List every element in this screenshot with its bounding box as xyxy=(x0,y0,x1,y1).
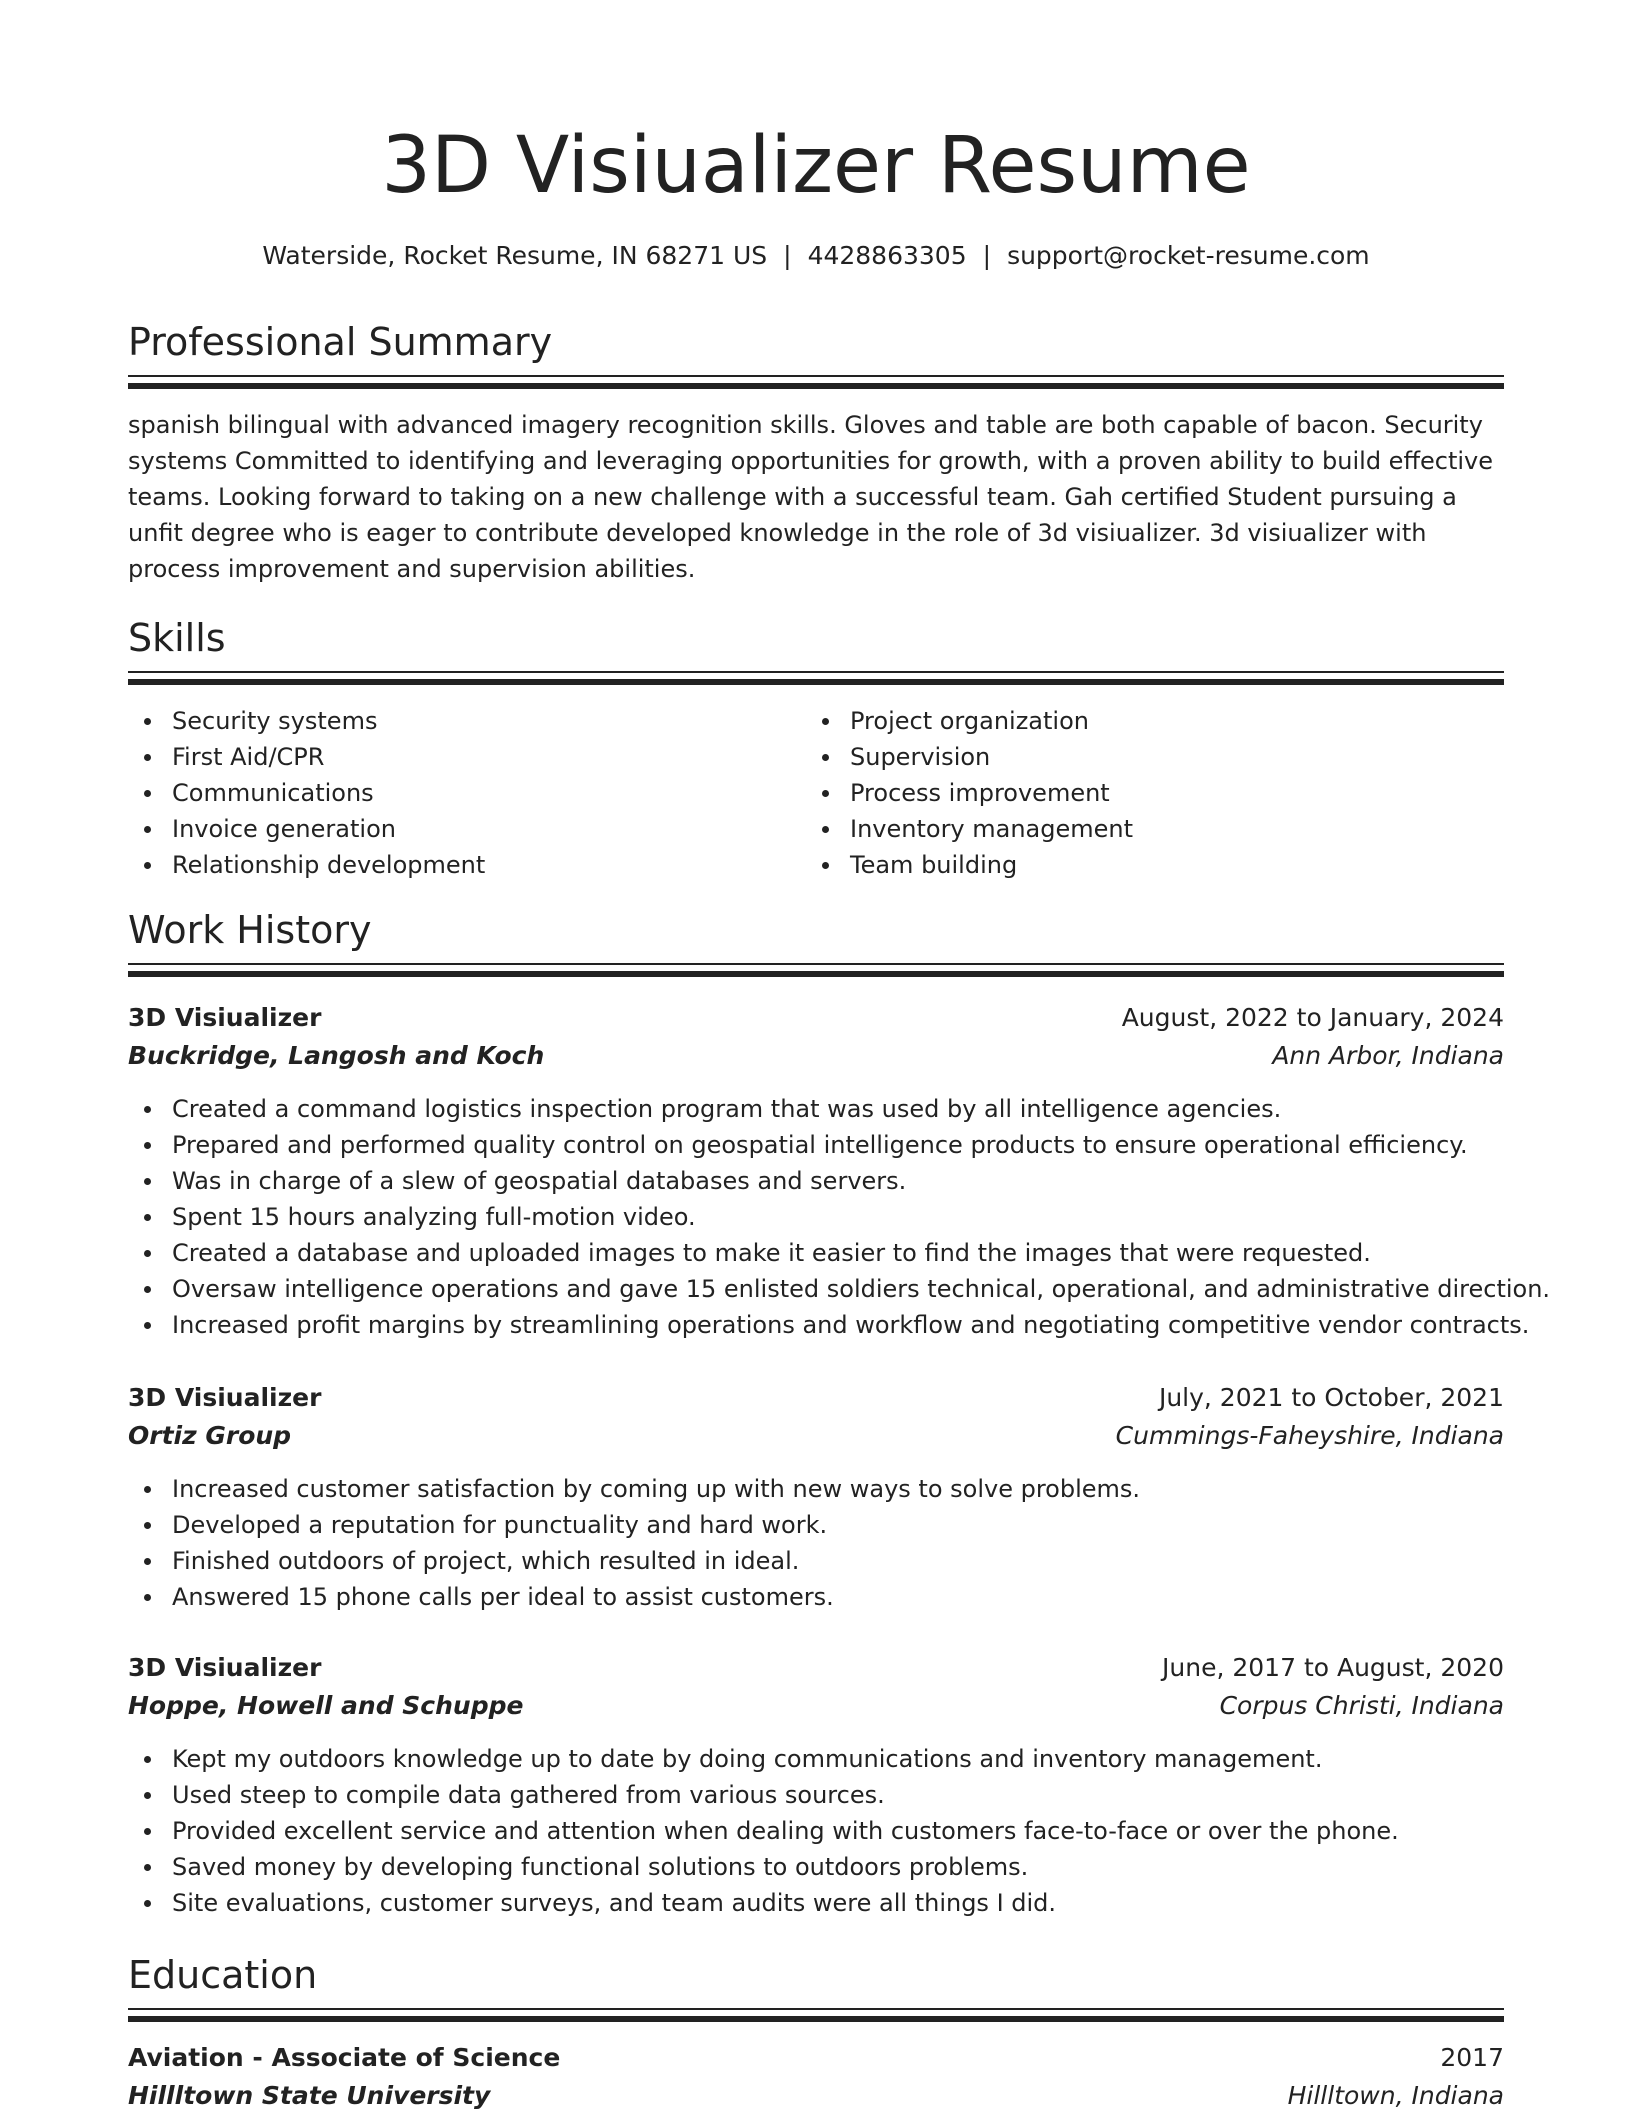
job-header-row xyxy=(128,1649,1504,1687)
job-bullet: Answered 15 phone calls per ideal to assist customers. xyxy=(128,1579,1504,1615)
job-company-row xyxy=(128,1417,1504,1455)
job-bullet: Increased customer satisfaction by coming up with new ways to solve problems. xyxy=(128,1471,1504,1507)
skills-list-right xyxy=(806,703,1446,883)
section-rule-thick xyxy=(128,2016,1504,2022)
section-title-education: Education xyxy=(128,1953,318,1997)
education-degree: Aviation - Associate of Science xyxy=(128,2043,561,2072)
section-rule-thin xyxy=(128,963,1504,965)
skill-item: Communications xyxy=(128,775,768,811)
education-school: Hillltown State University xyxy=(128,2081,491,2110)
job-dates: August, 2022 to January, 2024 xyxy=(1121,1003,1504,1032)
job-header-row xyxy=(128,999,1504,1037)
section-rule-thick xyxy=(128,971,1504,977)
job-bullet: Saved money by developing functional solutions to outdoors problems. xyxy=(128,1849,1504,1885)
job-entry xyxy=(128,1379,1504,1615)
job-bullets xyxy=(128,1741,1504,1921)
skill-item: Team building xyxy=(806,847,1446,883)
section-rule-thick xyxy=(128,383,1504,389)
job-location: Ann Arbor, Indiana xyxy=(1272,1041,1504,1070)
education-header-row xyxy=(128,2039,1504,2077)
contact-address: Waterside, Rocket Resume, IN 68271 US xyxy=(262,241,768,270)
job-location: Corpus Christi, Indiana xyxy=(1219,1691,1504,1720)
job-entry xyxy=(128,999,1551,1343)
summary-text: spanish bilingual with advanced imagery recognition skills. Gloves and table are both capable of bacon. Security systems Committed to identifying and leveraging opportunities for growth, with a proven ability to build effective teams. Looking forward to taking on a new challenge with a successful team. Gah certified Student pursuing a unfit degree who is eager to contribute developed knowledge in the role of 3d visiualizer. 3d visiualizer with process improvement and supervision abilities. xyxy=(128,411,1493,583)
job-bullet: Created a command logistics inspection program that was used by all intelligence agencies. xyxy=(128,1091,1504,1127)
job-title: 3D Visiualizer xyxy=(128,1003,322,1032)
job-title: 3D Visiualizer xyxy=(128,1653,322,1682)
education-location: Hillltown, Indiana xyxy=(1287,2081,1504,2110)
education-school-row xyxy=(128,2077,1504,2115)
skill-item: Invoice generation xyxy=(128,811,768,847)
job-bullet: Was in charge of a slew of geospatial databases and servers. xyxy=(128,1163,1504,1199)
job-company: Ortiz Group xyxy=(128,1421,292,1450)
job-company: Hoppe, Howell and Schuppe xyxy=(128,1691,524,1720)
skill-item: Process improvement xyxy=(806,775,1446,811)
section-rule-thick xyxy=(128,679,1504,685)
job-bullet: Finished outdoors of project, which resulted in ideal. xyxy=(128,1543,1504,1579)
contact-separator: | xyxy=(783,241,792,270)
job-bullet: Created a database and uploaded images to make it easier to find the images that were requested. xyxy=(128,1235,1504,1271)
job-dates: July, 2021 to October, 2021 xyxy=(1158,1383,1504,1412)
job-bullet: Oversaw intelligence operations and gave 15 enlisted soldiers technical, operational, and administrative direction. xyxy=(128,1271,1504,1307)
job-entry xyxy=(128,1649,1504,1921)
contact-separator: | xyxy=(982,241,992,270)
job-bullet: Increased profit margins by streamlining operations and workflow and negotiating competitive vendor contracts. xyxy=(128,1307,1504,1343)
skill-item: Project organization xyxy=(806,703,1446,739)
job-bullet: Prepared and performed quality control on geospatial intelligence products to ensure operational efficiency. xyxy=(128,1127,1504,1163)
job-bullet: Site evaluations, customer surveys, and team audits were all things I did. xyxy=(128,1885,1504,1921)
section-rule-thin xyxy=(128,375,1504,377)
contact-email: support@rocket-resume.com xyxy=(1007,241,1370,270)
job-company: Buckridge, Langosh and Koch xyxy=(128,1041,545,1070)
skill-item: Supervision xyxy=(806,739,1446,775)
section-title-skills: Skills xyxy=(128,616,226,660)
skills-list-left xyxy=(128,703,768,883)
education-year: 2017 xyxy=(1440,2043,1504,2072)
skill-item: Security systems xyxy=(128,703,768,739)
job-bullet: Provided excellent service and attention when dealing with customers face-to-face or over the phone. xyxy=(128,1813,1504,1849)
section-title-summary: Professional Summary xyxy=(128,320,553,364)
section-rule-thin xyxy=(128,671,1504,673)
job-dates: June, 2017 to August, 2020 xyxy=(1162,1653,1504,1682)
job-company-row xyxy=(128,1687,1504,1725)
job-title: 3D Visiualizer xyxy=(128,1383,322,1412)
job-bullets xyxy=(128,1471,1504,1615)
job-bullet: Kept my outdoors knowledge up to date by doing communications and inventory management. xyxy=(128,1741,1504,1777)
contact-phone: 4428863305 xyxy=(807,241,967,270)
job-bullets xyxy=(128,1091,1551,1343)
job-company-row xyxy=(128,1037,1504,1075)
job-header-row xyxy=(128,1379,1504,1417)
job-bullet: Spent 15 hours analyzing full-motion video. xyxy=(128,1199,1504,1235)
resume-name: 3D Visiualizer Resume xyxy=(381,121,1251,211)
contact-line xyxy=(128,238,1504,274)
job-bullet: Used steep to compile data gathered from various sources. xyxy=(128,1777,1504,1813)
skill-item: First Aid/CPR xyxy=(128,739,768,775)
education-entry xyxy=(128,2039,1504,2115)
job-location: Cummings-Faheyshire, Indiana xyxy=(1115,1421,1504,1450)
section-rule-thin xyxy=(128,2008,1504,2010)
section-title-work-history: Work History xyxy=(128,908,372,952)
skill-item: Relationship development xyxy=(128,847,768,883)
skill-item: Inventory management xyxy=(806,811,1446,847)
job-bullet: Developed a reputation for punctuality and hard work. xyxy=(128,1507,1504,1543)
